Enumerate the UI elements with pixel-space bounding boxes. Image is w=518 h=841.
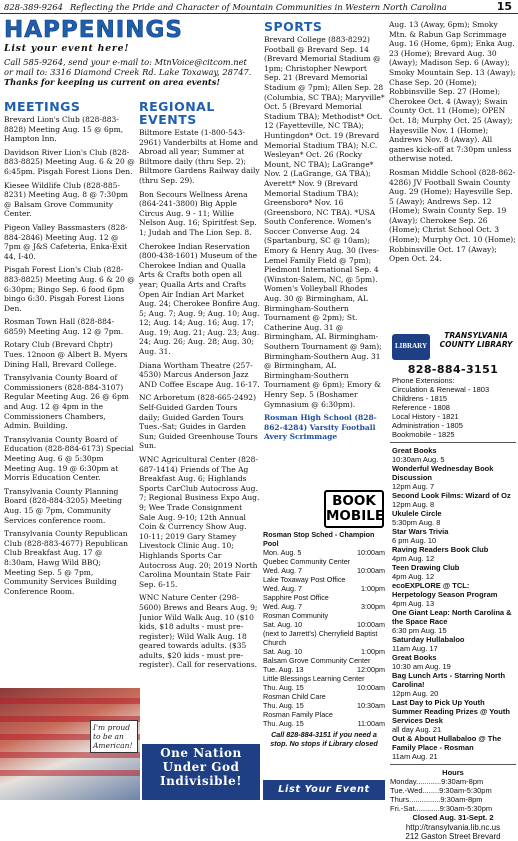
library-event-title: Bag Lunch Arts - Starring North Carolina! — [392, 671, 506, 689]
regional-column — [139, 100, 260, 740]
sports-item: Brevard College (883-8292) Football @ Brevard Sep. 14 (Brevard Memorial Stadium @ 1pm; Christopher Newport Sep. 21 (Brevard Memorial Stadium @ 7pm); Allen Sep. 28 (Columbia, SC TBA); Maryville* Oct. 5 (Brevard Memorial Stadium TBA); Methodist* Oct. 12 (Fayetteville, NC TBA); Huntingdon* Oct. 19 (Brevard Memorial Stadium TBA); N.C. Wesleyan* Oct. 26 (Rocky Mount, NC TBA); LaGrange* Nov. 2 (LaGrange, GA TBA); Averett* Nov. 9 (Brevard Memorial Stadium TBA); Greensboro* Nov. 16 (Greensboro, NC TBA). *USA South Conference. Women's Soccer Converse Aug. 24 (Spartanburg, SC @ 10am); Emory & Henry Aug. 30 (Ives-Lemel Family Field @ 7pm); Piedmont International Sep. 4 (Winston-Salem, NC, @ 5pm). Women's Volleyball Rhodes Aug. 30 @ Birmingham, AL Birmingham-Southern Tournament @ 2pm); St. Catherine Aug. 31 @ Birmingham, AL Birmingham-Southern Tournament @ 9am); Birmingham-Southern Aug. 31 @ Birmingham, AL Birmingham-Southern Tournament @ 6pm); Emory & Henry Sep. 5 (Boshamer Gymnasium @ 6:30pm). — [264, 35, 385, 409]
hours-line: Monday............9:30am-8pm — [390, 777, 484, 786]
bookmobile-stop-row — [263, 602, 385, 611]
library-event-title: Out & About Hullabaloo @ The Family Place - Rosman — [392, 734, 502, 752]
column-4-text — [389, 20, 517, 330]
bookmobile-heading: Rosman Stop Sched - Champion Pool — [263, 530, 375, 548]
sports-column — [264, 20, 385, 488]
closed-note: Closed Aug. 31-Sept. 2 — [412, 813, 494, 822]
library-event-date: 12pm Aug. 8 — [392, 500, 435, 509]
bookmobile-stop-row — [263, 683, 385, 692]
stop-time: 10:30am — [357, 701, 385, 710]
regional-item: Diana Wortham Theatre (257-4530) Marcus Anderson Jazz AND Coffee Escape Aug. 16-17. — [139, 360, 260, 389]
intro-line-3: Thanks for keeping us current on area events! — [4, 76, 221, 87]
stop-day: Thu. Aug. 15 — [263, 719, 304, 728]
stop-time: 3:00pm — [361, 602, 385, 611]
stop-place: Quebec Community Center — [263, 557, 351, 566]
bookmobile-panel — [263, 490, 385, 780]
regional-item: Cherokee Indian Reservation (800-438-1601) Museum of the Cherokee Indian and Qualla Arts & Crafts both open all year; Qualla Arts and Crafts Open Air Indian Art Market Aug. 24; Cherokee Bonfire Aug. 5; Aug. 7; Aug. 9; Aug. 10; Aug. 12; Aug. 14; Aug. 16; Aug. 17; Aug. 19; Aug. 21; Aug. 23; Aug. 24; Aug. 26; Aug. 28; Aug. 30; Aug. 31. — [139, 241, 260, 357]
nation-line: One Nation — [160, 746, 242, 760]
library-event-title: Second Look Films: Wizard of Oz — [392, 491, 511, 500]
stop-time: 12:00pm — [357, 665, 385, 674]
regional-item: NC Arboretum (828-665-2492) Self-Guided Garden Tours daily; Guided Garden Tours Tues.-Sat; Guides in Garden Sun; Guided Greenhouse Tours Sun. — [139, 393, 258, 451]
regional-item: WNC Nature Center (298-5600) Brews and Bears Aug. 9; Junior Wild Walk Aug. 10 ($10 kids, $18 adults - must pre-register); Wild Walk Aug. 18 geared towards adults. ($35 adults, $20 kids - must pre-register). Call for reservations. — [139, 593, 258, 670]
library-event-date: 11am Aug. 21 — [392, 752, 438, 761]
stop-day: Sat. Aug. 10 — [263, 620, 303, 629]
stop-day: Wed. Aug. 7 — [263, 602, 303, 611]
library-event-date: 11am Aug. 17 — [392, 644, 438, 653]
library-event-title: One Giant Leap: North Carolina & the Space Race — [392, 608, 512, 626]
stop-time: 10:00am — [357, 548, 385, 557]
stop-time: 10:00am — [357, 620, 385, 629]
flag-image — [0, 688, 140, 800]
bookmobile-stop-row — [263, 548, 385, 557]
library-event-title: Teen Drawing Club — [392, 563, 460, 572]
page-header — [0, 0, 518, 14]
page-title: HAPPENINGS — [4, 18, 183, 43]
library-event-date: 10:30 am Aug. 19 — [392, 662, 451, 671]
flag-caption: I'm proud to be an American! — [90, 720, 138, 753]
stop-place: Balsam Grove Community Center — [263, 656, 371, 665]
page-number: 15 — [496, 0, 512, 13]
library-event-date: 4pm Aug. 13 — [392, 599, 435, 608]
meeting-item: Transylvania County Planning Board (828-884-3205) Meeting Aug. 15 @ 7pm, Community Services conference room. — [4, 486, 122, 525]
stop-day: Mon. Aug. 5 — [263, 548, 302, 557]
stop-time: 10:00am — [357, 566, 385, 575]
meeting-item: Pigeon Valley Bassmasters (828-884-2846) Meeting Aug. 12 @ 7pm @ J&S Cafeteria, Enka-Exit 44, I-40. — [4, 222, 128, 261]
hours-title: Hours — [442, 768, 464, 777]
nation-line: Indivisible! — [160, 774, 242, 788]
hours-line: Fri.-Sat............9:30am-5:30pm — [390, 804, 493, 813]
extension-line: Circulation & Renewal - 1803 — [392, 385, 490, 394]
bookmobile-logo: BOOK MOBILE — [324, 490, 384, 528]
library-event-date: 6:30 pm Aug. 15 — [392, 626, 447, 635]
library-address: 212 Gaston Street Brevard — [405, 832, 501, 841]
hours-line: Tue.-Wed........9:30am-5:30pm — [390, 786, 492, 795]
sports-title: SPORTS — [264, 20, 323, 34]
stop-place: Lake Toxaway Post Office — [263, 575, 346, 584]
stop-place: Rosman Child Care — [263, 692, 326, 701]
meetings-column — [4, 100, 135, 688]
extension-line: Reference - 1808 — [392, 403, 450, 412]
regional-item: Bon Secours Wellness Arena (864-241-3800) Big Apple Circus Aug. 9 - 11; Willie Nelson Aug. 16; Spiritfest Sep. 1; Judah and The Lion Sep. 8. — [139, 189, 257, 237]
stop-day: Tue. Aug. 13 — [263, 665, 304, 674]
meeting-item: Rotary Club (Brevard Chptr) Tues. 12noon @ Albert B. Myers Dining Hall, Brevard College. — [4, 340, 128, 369]
library-event-title: Great Books — [392, 653, 437, 662]
library-event-date: 12pm Aug. 20 — [392, 689, 439, 698]
meeting-item: Transylvania County Republican Club (828-883-4677) Republican Club Breakfast Aug. 17 @ 8:30am, Hawg Wild BBQ; Meeting Sep. 5 @ 7pm, Community Services Building Conference Room. — [4, 529, 128, 596]
nation-line: Under God — [162, 760, 240, 774]
library-extensions: Phone Extensions: Circulation & Renewal - 1803 Childrens - 1815 Reference - 1808 Local History - 1821 Administration - 1805 Bookmobile - 1825 — [388, 376, 518, 439]
stop-day: Wed. Aug. 7 — [263, 566, 303, 575]
bookmobile-stop-row — [263, 719, 385, 728]
library-event-title: Star Wars Trivia — [392, 527, 449, 536]
library-icon: LIBRARY — [392, 334, 430, 360]
regional-item: Biltmore Estate (1-800-543-2961) Vanderbilts at Home and Abroad all year; Summer at Biltmore daily (thru Sep. 2); Biltmore Gardens Railway daily (thru Sep. 29). — [139, 128, 260, 185]
library-panel — [388, 330, 518, 841]
header-phone: 828-389-9264 — [4, 2, 63, 12]
stop-time: 1:00pm — [361, 584, 385, 593]
subtitle: List your event here! — [4, 43, 130, 54]
meeting-item: Davidson River Lion's Club (828-883-8825) Meeting Aug. 6 & 20 @ 6:45pm. Pisgah Forest Lions Den. — [4, 147, 135, 176]
meeting-item: Rosman Town Hall (828-884-6859) Meeting Aug. 12 @ 7pm. — [4, 317, 124, 336]
col4-sports-continued: Aug. 13 (Away, 6pm); Smoky Mtn. & Rabun Gap Scrimmage Aug. 16 (Home, 6pm); Enka Aug. 23 (Home); Brevard Aug. 30 (Away); Madison Sep. 6 (Away); Smoky Mountain Sep. 13 (Away); Chase Sep. 20 (Home); Robbinsville Sep. 27 (Home); Cherokee Oct. 4 (Away); Swain County Oct. 11 (Home); OPEN Oct. 18; Murphy Oct. 25 (Away); Hayesville Nov. 1 (Home); Andrews Nov. 8 (Away). All games kick-off at 7:30pm unless otherwise noted. — [389, 20, 516, 164]
bookmobile-stop-row — [263, 665, 385, 674]
stop-day: Wed. Aug. 7 — [263, 584, 303, 593]
library-event-date: 6 pm Aug. 10 — [392, 536, 437, 545]
stop-time: 1:00pm — [361, 647, 385, 656]
library-phone: 828-884-3151 — [407, 363, 499, 376]
stop-place: Sapphire Post Office — [263, 593, 329, 602]
library-event-title: Raving Readers Book Club — [392, 545, 489, 554]
meetings-title: MEETINGS — [4, 100, 81, 114]
hours-line: Thurs...............9:30am-8pm — [390, 795, 483, 804]
regional-item: WNC Agricultural Center (828-687-1414) Friends of The Ag Breakfast Aug. 6; Highlands Sports CarClub Autocross Aug. 7; Regional Business Expo Aug. 9; Wee Trade Consignment Sale Aug. 9-10; 12th Annual Coin & Currency Show Aug. 10-11; 2019 Gary Stamey Livestock Clinic Aug. 10; Highlands Sports Car Autocross Aug. 20; 2019 North Carolina Mountain State Fair Sep. 6-15. — [139, 455, 260, 589]
library-name: TRANSYLVANIA COUNTY LIBRARY — [439, 331, 513, 349]
library-event-date: 4pm Aug. 12 — [392, 554, 435, 563]
bookmobile-stop-row — [263, 620, 385, 629]
list-your-event-banner: List Your Event Here — [263, 780, 385, 800]
extension-line: Administration - 1805 — [392, 421, 463, 430]
intro-line-2: or mail to: 3316 Diamond Creek Rd. Lake Toxaway, 28747. — [4, 66, 252, 77]
meeting-item: Brevard Lion's Club (828-883-8828) Meeting Aug. 15 @ 6pm, Hampton Inn. — [4, 115, 124, 144]
regional-title: REGIONAL EVENTS — [139, 100, 215, 127]
bookmobile-stop-row — [263, 647, 385, 656]
library-event-date: 10:30am Aug. 5 — [392, 455, 445, 464]
intro-line-1: Call 585-9264, send your e-mail to: MtnVoice@citcom.net — [4, 56, 247, 67]
bookmobile-stop-row — [263, 701, 385, 710]
nation-box — [142, 744, 260, 800]
stop-place: (next to Jarrett's) Cherryfield Baptist Church — [263, 629, 378, 647]
extension-line: Childrens - 1815 — [392, 394, 448, 403]
stop-time: 11:00am — [357, 719, 385, 728]
sports-item: Rosman High School (828-862-4284) Varsity Football Avery Scrimmage — [264, 413, 377, 442]
extension-line: Bookmobile - 1825 — [392, 430, 455, 439]
bookmobile-note: Call 828-884-3151 if you need a stop. No stops if Library closed — [270, 730, 378, 748]
meeting-item: Pisgah Forest Lion's Club (828-883-8825) Meeting Aug. 6 & 20 @ 6:30pm; Bingo Sep. 6 food 6pm bingo 6:30. Pisgah Forest Lions Den. — [4, 265, 135, 313]
stop-day: Sat. Aug. 10 — [263, 647, 303, 656]
bookmobile-stop-row — [263, 584, 385, 593]
library-event-date: 5:30pm Aug. 8 — [392, 518, 441, 527]
header-tagline: Reflecting the Pride and Character of Mountain Communities in Western North Carolina — [70, 2, 447, 12]
library-event-date: all day Aug. 21 — [392, 725, 442, 734]
stop-place: Rosman Community — [263, 611, 329, 620]
col4-middle-school: Rosman Middle School (828-862-4286) JV Football Swain County Aug. 29 (Home); Hayesville Sep. 5 (Away); Andrews Sep. 12 (Home); Swain County Sep. 19 (Away); Cherokee Sep. 26 (Home); Christ School Oct. 3 (Home); Murphy Oct. 10 (Home); Robbinsville Oct. 17 (Away); Open Oct. 24. — [389, 167, 516, 264]
bookmobile-stop-row — [263, 566, 385, 575]
stop-day: Thu. Aug. 15 — [263, 701, 304, 710]
stop-place: Rosman Family Place — [263, 710, 333, 719]
library-event-title: Great Books — [392, 446, 437, 455]
meeting-item: Kiesee Wildlife Club (828-885-8231) Meeting Aug. 8 @ 7:30pm @ Balsam Grove Community Center. — [4, 180, 128, 219]
library-event-title: ecoEXPLORE @ TCL: Herpetology Season Program — [392, 581, 498, 599]
library-event-title: Ukulele Circle — [392, 509, 442, 518]
stop-day: Thu. Aug. 15 — [263, 683, 304, 692]
extension-line: Local History - 1821 — [392, 412, 459, 421]
library-event-title: Saturday Hullabaloo — [392, 635, 465, 644]
library-event-title: Wonderful Wednesday Book Discussion — [392, 464, 494, 482]
stop-time: 10:00am — [357, 683, 385, 692]
library-url[interactable]: http://transylvania.lib.nc.us — [405, 823, 501, 832]
meeting-item: Transylvania County Board of Education (828-884-6173) Special Meeting Aug. 6 @ 5:30pm Meeting Aug. 19 @ 6:30pm at Morris Education Center. — [4, 434, 134, 483]
meeting-item: Transylvania County Board of Commissioners (828-884-3107) Regular Meeting Aug. 26 @ 6pm and Aug. 12 @ 4pm in the Commissioners Chambers, Admin. Building. — [4, 373, 129, 431]
stop-place: Little Blessings Learning Center — [263, 674, 365, 683]
library-event-title: Last Day to Pick Up Youth Summer Reading Prizes @ Youth Services Desk — [392, 698, 510, 725]
library-event-date: 4pm Aug. 12 — [392, 572, 435, 581]
library-event-date: 12pm Aug. 7 — [392, 482, 435, 491]
